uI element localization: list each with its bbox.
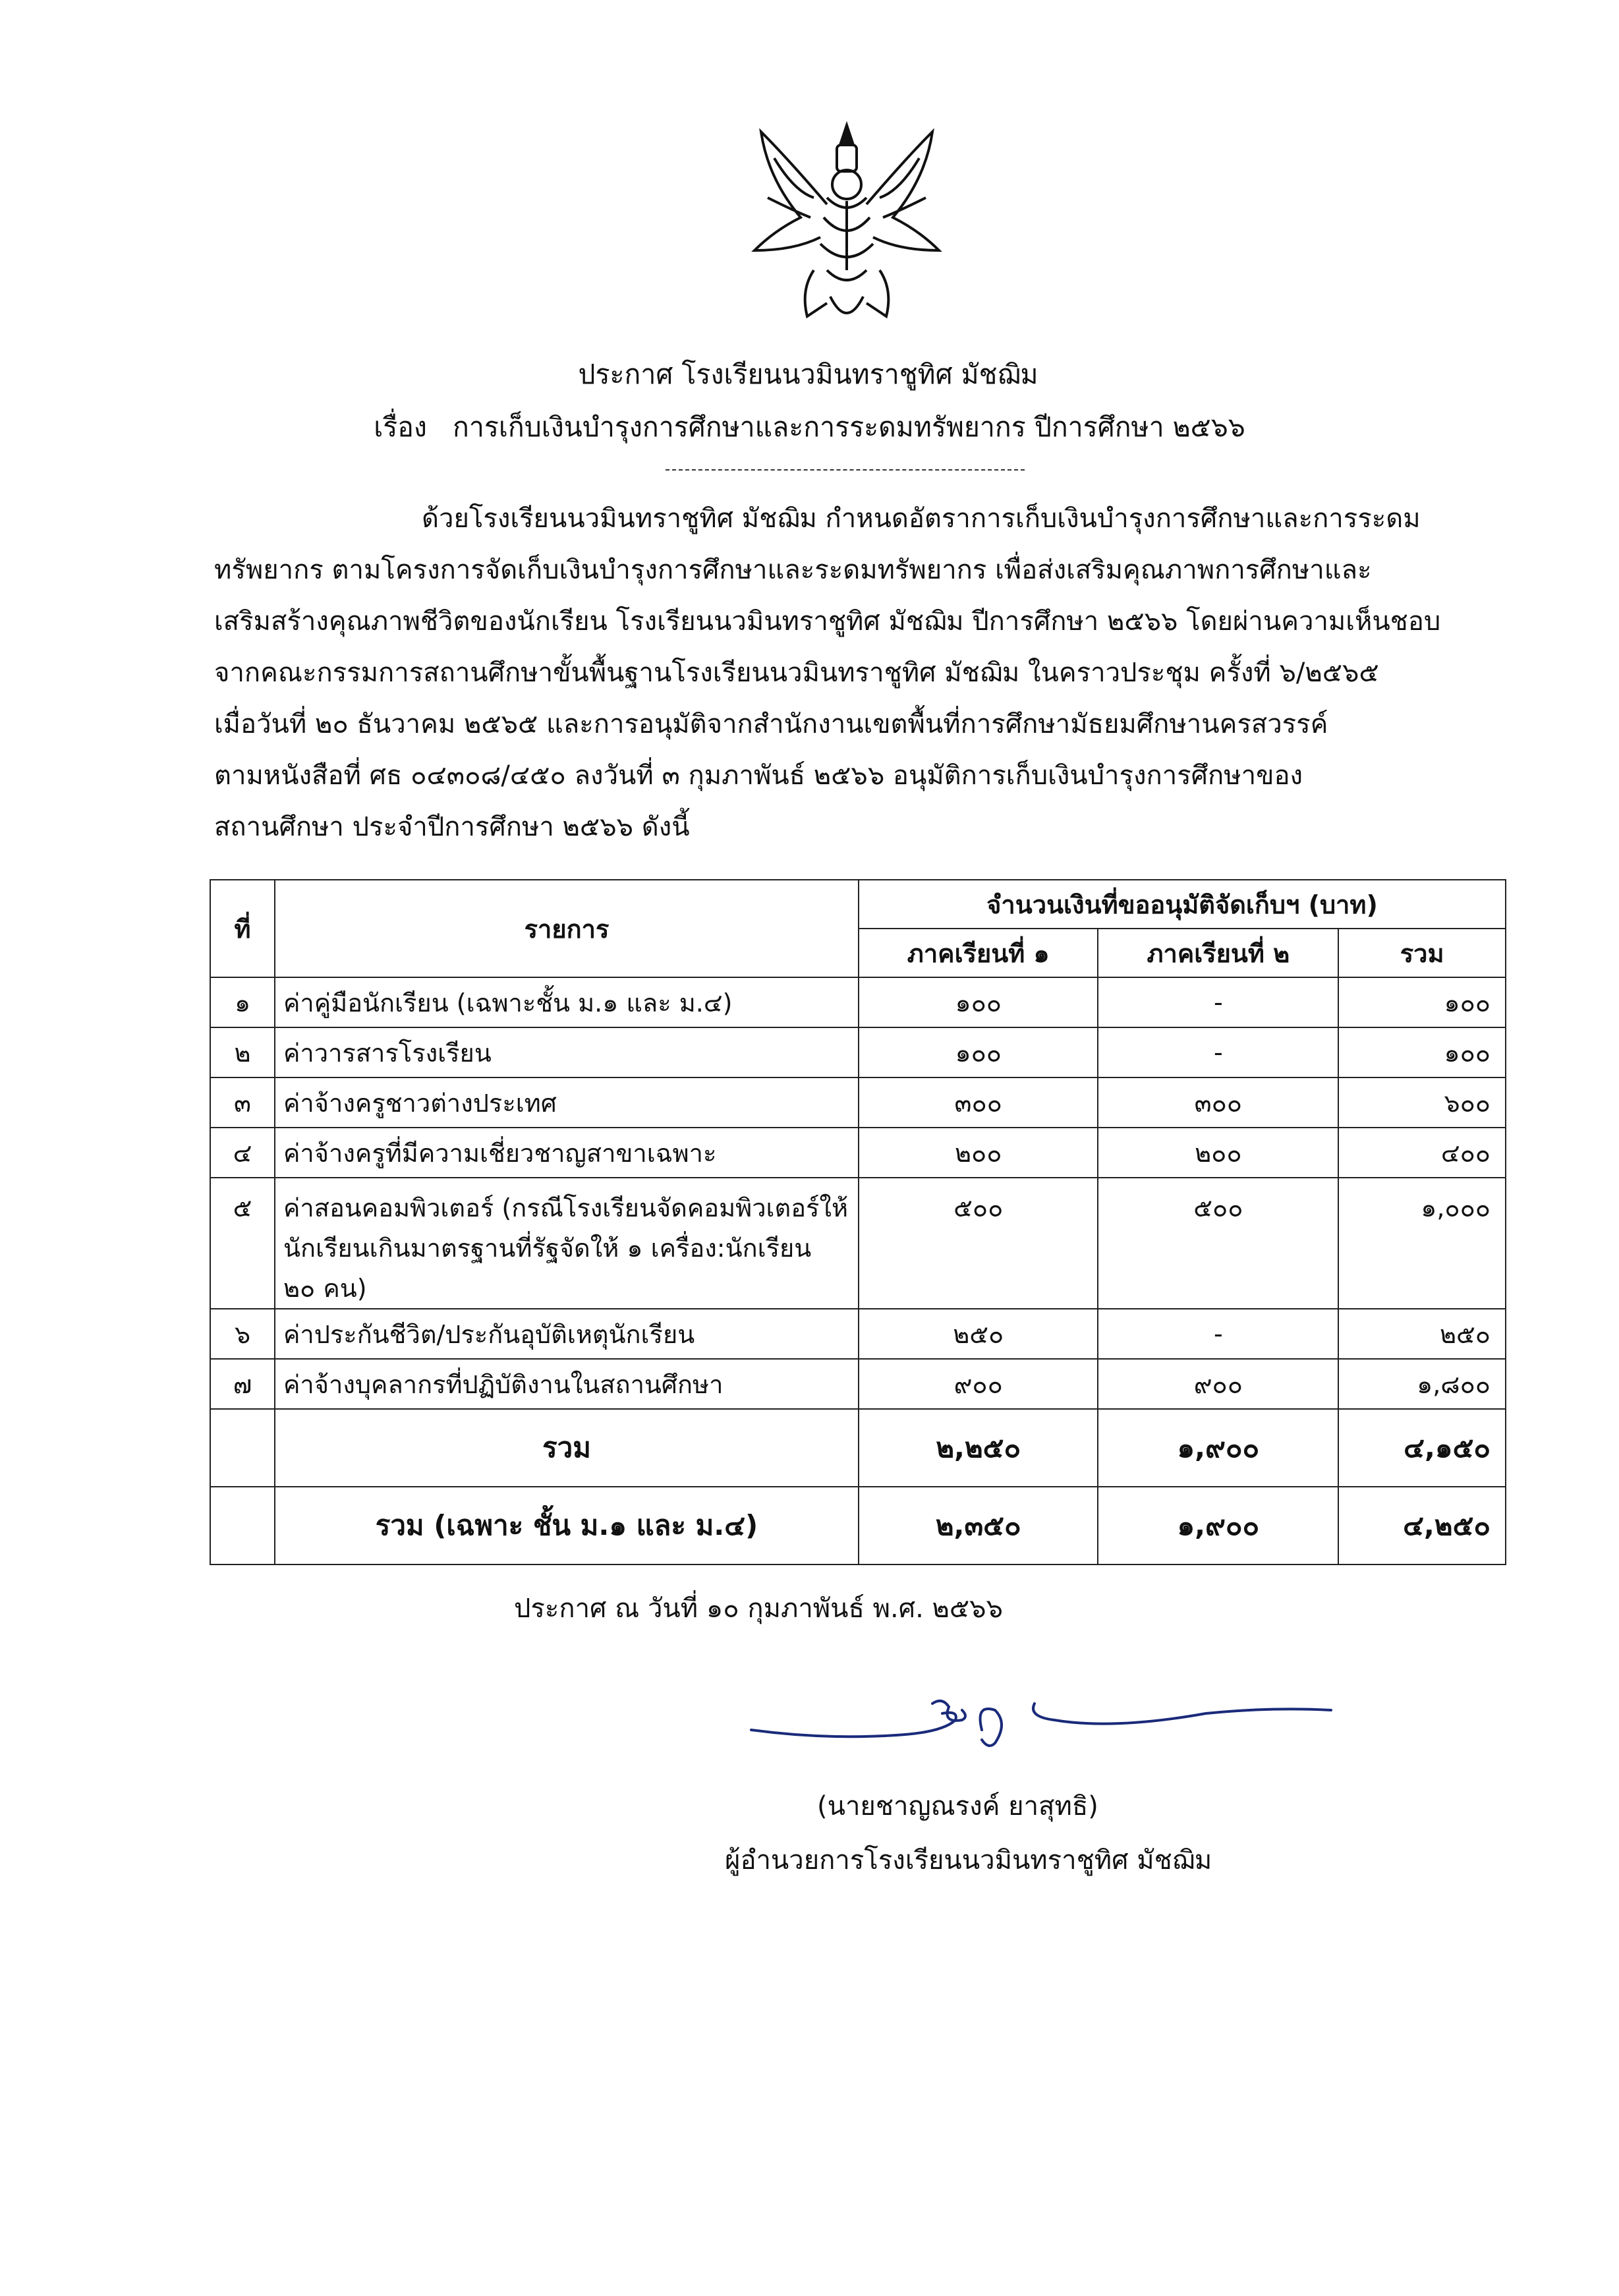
row-term1: ๓๐๐	[859, 1077, 1098, 1128]
row-term1: ๑๐๐	[859, 1027, 1098, 1077]
row-total: ๑๐๐	[1338, 977, 1506, 1027]
row-no: ๓	[210, 1077, 275, 1128]
header-term2: ภาคเรียนที่ ๒	[1098, 929, 1338, 977]
table-row	[210, 1309, 1506, 1359]
header-total: รวม	[1338, 929, 1506, 977]
table-header-row	[210, 880, 1506, 929]
row-term1: ๙๐๐	[859, 1359, 1098, 1409]
fee-table	[210, 879, 1506, 1565]
row-term2: -	[1098, 1309, 1338, 1359]
body-line: เสริมสร้างคุณภาพชีวิตของนักเรียน โรงเรียนนวมินทราชูทิศ มัชฌิม ปีการศึกษา ๒๕๖๖ โดยผ่านความเห็นชอบ	[214, 606, 1441, 637]
row-item: ค่าวารสารโรงเรียน	[275, 1027, 859, 1077]
row-no: ๗	[210, 1359, 275, 1409]
row-item: ค่าจ้างครูชาวต่างประเทศ	[275, 1077, 859, 1128]
body-line: จากคณะกรรมการสถานศึกษาขั้นพื้นฐานโรงเรียนนวมินทราชูทิศ มัชฌิม ในคราวประชุม ครั้งที่ ๖/๒๕๖๕	[214, 658, 1379, 688]
subject-label: เรื่อง	[374, 411, 427, 443]
sum-no-cell	[210, 1487, 275, 1564]
row-item-multiline	[275, 1178, 859, 1309]
row-no: ๑	[210, 977, 275, 1027]
row-term2: -	[1098, 977, 1338, 1027]
row-item: ค่าสอนคอมพิวเตอร์ (กรณีโรงเรียนจัดคอมพิวเตอร์ให้	[283, 1193, 849, 1222]
row-term2: ๕๐๐	[1098, 1178, 1338, 1309]
table-row	[210, 1128, 1506, 1178]
header-item: รายการ	[275, 880, 859, 977]
header-term1: ภาคเรียนที่ ๑	[859, 929, 1098, 977]
row-item: ค่าจ้างครูที่มีความเชี่ยวชาญสาขาเฉพาะ	[275, 1128, 859, 1178]
row-total: ๔๐๐	[1338, 1128, 1506, 1178]
row-item: ค่าประกันชีวิต/ประกันอุบัติเหตุนักเรียน	[275, 1309, 859, 1359]
body-line: ด้วยโรงเรียนนวมินทราชูทิศ มัชฌิม กำหนดอัตราการเก็บเงินบำรุงการศึกษาและการระดม	[422, 503, 1421, 534]
body-line: เมื่อวันที่ ๒๐ ธันวาคม ๒๕๖๕ และการอนุมัติจากสำนักงานเขตพื้นที่การศึกษามัธยมศึกษานครสวรรค์	[214, 709, 1328, 739]
row-total: ๒๕๐	[1338, 1309, 1506, 1359]
table-sum-m1-m4-row	[210, 1487, 1506, 1564]
row-term2: ๓๐๐	[1098, 1077, 1338, 1128]
row-term2: ๙๐๐	[1098, 1359, 1338, 1409]
table-row	[210, 1178, 1506, 1309]
subject-text: การเก็บเงินบำรุงการศึกษาและการระดมทรัพยากร ปีการศึกษา ๒๕๖๖	[453, 411, 1245, 443]
row-total: ๑,๐๐๐	[1338, 1178, 1506, 1309]
body-line: ตามหนังสือที่ ศธ ๐๔๓๐๘/๔๕๐ ลงวันที่ ๓ กุมภาพันธ์ ๒๕๖๖ อนุมัติการเก็บเงินบำรุงการศึกษาของ	[214, 761, 1303, 791]
row-no: ๔	[210, 1128, 275, 1178]
sum-term2: ๑,๙๐๐	[1098, 1409, 1338, 1487]
header-no: ที่	[210, 880, 275, 977]
row-item-line2: นักเรียนเกินมาตรฐานที่รัฐจัดให้ ๑ เครื่อง:นักเรียน ๒๐ คน)	[283, 1234, 812, 1303]
row-total: ๖๐๐	[1338, 1077, 1506, 1128]
row-term2: ๒๐๐	[1098, 1128, 1338, 1178]
sum-total: ๔,๑๕๐	[1338, 1409, 1506, 1487]
announcement-subject	[0, 411, 1619, 443]
row-no: ๒	[210, 1027, 275, 1077]
table-sum-row	[210, 1409, 1506, 1487]
row-term2: -	[1098, 1027, 1338, 1077]
row-term1: ๕๐๐	[859, 1178, 1098, 1309]
row-item: ค่าคู่มือนักเรียน (เฉพาะชั้น ม.๑ และ ม.๔)	[275, 977, 859, 1027]
row-total: ๑๐๐	[1338, 1027, 1506, 1077]
sum-no-cell	[210, 1409, 275, 1487]
announce-date: ประกาศ ณ วันที่ ๑๐ กุมภาพันธ์ พ.ศ. ๒๕๖๖	[514, 1593, 1003, 1624]
row-term1: ๑๐๐	[859, 977, 1098, 1027]
signer-name: (นายชาญณรงค์ ยาสุทธิ)	[817, 1791, 1098, 1822]
table-row	[210, 1077, 1506, 1128]
signer-title: ผู้อำนวยการโรงเรียนนวมินทราชูทิศ มัชฌิม	[725, 1845, 1212, 1876]
table-row	[210, 1027, 1506, 1077]
announcement-body	[214, 493, 1486, 853]
row-term1: ๒๕๐	[859, 1309, 1098, 1359]
garuda-emblem-icon	[748, 119, 946, 336]
body-line: ทรัพยากร ตามโครงการจัดเก็บเงินบำรุงการศึกษาและระดมทรัพยากร เพื่อส่งเสริมคุณภาพการศึกษาและ	[214, 555, 1372, 585]
sum-term1: ๒,๒๕๐	[859, 1409, 1098, 1487]
sum-m1-m4-label: รวม (เฉพาะ ชั้น ม.๑ และ ม.๔)	[275, 1487, 859, 1564]
table-row	[210, 977, 1506, 1027]
announcement-title: ประกาศ โรงเรียนนวมินทราชูทิศ มัชฌิม	[578, 359, 1038, 390]
handwritten-signature	[745, 1684, 1338, 1756]
row-term1: ๒๐๐	[859, 1128, 1098, 1178]
header-amount-group: จำนวนเงินที่ขออนุมัติจัดเก็บฯ (บาท)	[859, 880, 1506, 929]
dashed-divider	[666, 469, 1025, 471]
row-item: ค่าจ้างบุคลากรที่ปฏิบัติงานในสถานศึกษา	[275, 1359, 859, 1409]
row-total: ๑,๘๐๐	[1338, 1359, 1506, 1409]
row-no: ๖	[210, 1309, 275, 1359]
sum-m1-m4-term2: ๑,๙๐๐	[1098, 1487, 1338, 1564]
body-line: สถานศึกษา ประจำปีการศึกษา ๒๕๖๖ ดังนี้	[214, 812, 690, 842]
sum-m1-m4-term1: ๒,๓๕๐	[859, 1487, 1098, 1564]
row-no: ๕	[210, 1178, 275, 1309]
sum-label: รวม	[275, 1409, 859, 1487]
table-row	[210, 1359, 1506, 1409]
sum-m1-m4-total: ๔,๒๕๐	[1338, 1487, 1506, 1564]
